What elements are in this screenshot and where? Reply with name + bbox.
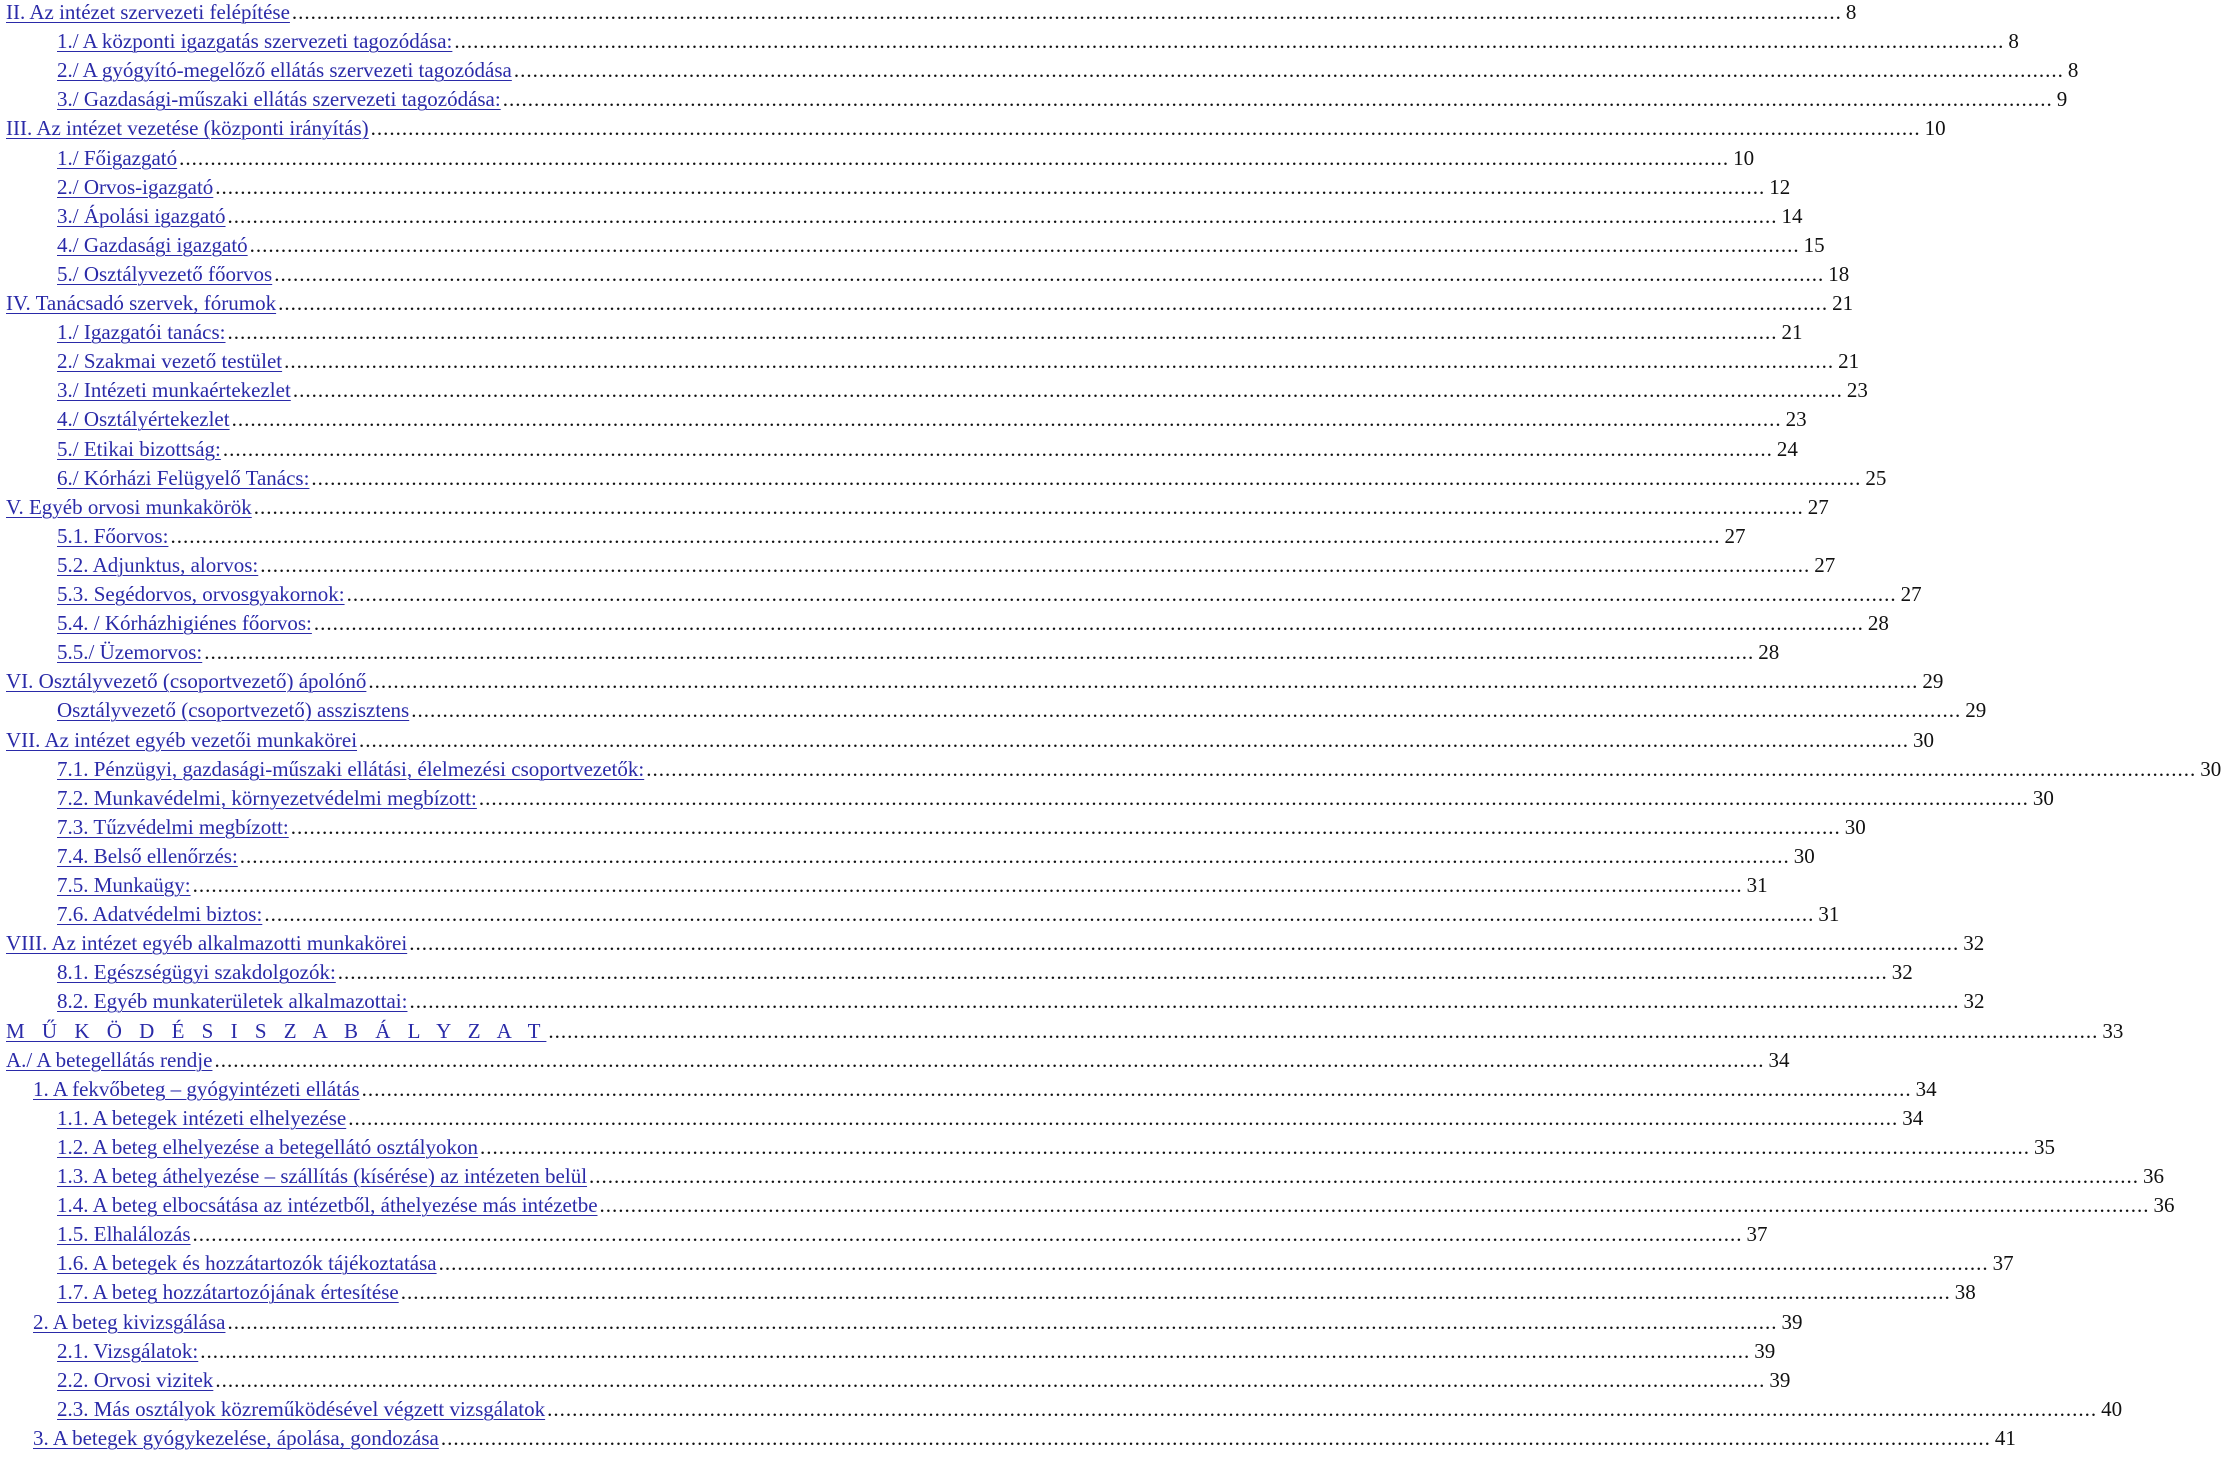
dot-leader — [278, 289, 1828, 318]
toc-entry-title-link[interactable]: 2.2. Orvosi vizitek — [57, 1367, 214, 1392]
toc-entry[interactable] — [0, 755, 2222, 784]
toc-entry-page-number: 8 — [2008, 29, 2019, 54]
dot-leader — [193, 1220, 1743, 1249]
toc-entry[interactable] — [0, 1046, 1790, 1075]
dot-leader — [480, 1133, 2030, 1162]
dot-leader — [215, 173, 1765, 202]
toc-entry-title-link[interactable]: 5.4. / Kórházhigiénes főorvos: — [57, 611, 312, 636]
toc-entry-title-link[interactable]: 3./ Ápolási igazgató — [57, 203, 226, 228]
toc-entry-title-link[interactable]: VII. Az intézet egyéb vezetői munkakörei — [6, 727, 358, 752]
toc-entry-page-number: 14 — [1781, 203, 1803, 228]
toc-entry[interactable] — [0, 1133, 2056, 1162]
toc-entry-title-link[interactable]: Osztályvezető (csoportvezető) asszisztens — [57, 698, 410, 723]
toc-entry[interactable] — [0, 1191, 2175, 1220]
toc-entry-title-link[interactable]: 4./ Osztályértekezlet — [57, 407, 230, 432]
dot-leader — [362, 1075, 1912, 1104]
dot-leader — [454, 27, 2004, 56]
toc-entry-title-link[interactable]: 2. A beteg kivizsgálása — [33, 1309, 226, 1334]
dot-leader — [215, 1366, 1765, 1395]
toc-entry[interactable] — [0, 1395, 2123, 1424]
toc-entry-title-link[interactable]: 2.1. Vizsgálatok: — [57, 1338, 199, 1363]
toc-entry-title-link[interactable]: 7.6. Adatvédelmi biztos: — [57, 902, 263, 927]
toc-entry[interactable] — [0, 1366, 1791, 1395]
toc-entry-page-number: 36 — [2153, 1193, 2175, 1218]
toc-entry[interactable] — [0, 144, 1755, 173]
toc-entry-title-link[interactable]: 4./ Gazdasági igazgató — [57, 232, 248, 257]
toc-entry-title-link[interactable]: 7.5. Munkaügy: — [57, 873, 191, 897]
toc-entry-title-link[interactable]: 3. A betegek gyógykezelése, ápolása, gondozása — [33, 1425, 439, 1450]
toc-entry-page-number: 21 — [1838, 349, 1860, 374]
toc-entry[interactable] — [0, 347, 1860, 376]
dot-leader — [254, 493, 1804, 522]
toc-entry-page-number: 27 — [1807, 494, 1829, 519]
toc-entry-page-number: 23 — [1785, 407, 1807, 432]
toc-entry-title-link[interactable]: 2./ A gyógyító-megelőző ellátás szervezeti tagozódása — [57, 58, 512, 83]
dot-leader — [311, 464, 1861, 493]
dot-leader — [314, 609, 1864, 638]
toc-entry-title-link[interactable]: 1./ A központi igazgatás szervezeti tagozódása: — [57, 29, 453, 54]
toc-entry-title-link[interactable]: A./ A betegellátás rendje — [6, 1047, 213, 1072]
dot-leader — [547, 1395, 2097, 1424]
toc-entry[interactable] — [0, 726, 1935, 755]
dot-leader — [347, 580, 1897, 609]
toc-entry-page-number: 30 — [2200, 756, 2222, 781]
dot-leader — [441, 1424, 1991, 1453]
toc-entry[interactable] — [0, 1278, 1976, 1307]
dot-leader — [193, 871, 1743, 900]
toc-entry[interactable] — [0, 289, 1854, 318]
toc-entry[interactable] — [0, 667, 1944, 696]
toc-entry-title-link[interactable]: 7.4. Belső ellenőrzés: — [57, 843, 238, 868]
toc-entry-title-link[interactable]: 7.1. Pénzügyi, gazdasági-műszaki ellátási, élelmezési csoportvezetők: — [57, 756, 645, 781]
toc-entry-page-number: 21 — [1832, 291, 1854, 315]
toc-entry-page-number: 31 — [1818, 902, 1840, 927]
toc-entry[interactable] — [0, 1104, 1924, 1133]
toc-entry[interactable] — [0, 27, 2019, 56]
toc-entry-page-number: 31 — [1746, 873, 1768, 897]
toc-entry-title-link[interactable]: 1.2. A beteg elhelyezése a betegellátó osztályokon — [57, 1134, 479, 1159]
dot-leader — [170, 522, 1720, 551]
toc-entry-page-number: 15 — [1803, 232, 1825, 257]
dot-leader — [401, 1278, 1951, 1307]
toc-entry-title-link[interactable]: 3./ Intézeti munkaértekezlet — [57, 378, 291, 403]
toc-entry[interactable] — [0, 464, 1887, 493]
toc-entry-title-link[interactable]: 7.2. Munkavédelmi, környezetvédelmi megbízott: — [57, 785, 477, 810]
toc-entry-title-link[interactable]: 1.1. A betegek intézeti elhelyezése — [57, 1105, 347, 1130]
toc-entry-title-link[interactable]: 5./ Etikai bizottság: — [57, 436, 221, 461]
toc-entry-title-link[interactable]: 2.3. Más osztályok közreműködésével végzett vizsgálatok — [57, 1396, 546, 1421]
toc-entry[interactable] — [0, 609, 1889, 638]
dot-leader — [411, 696, 1961, 725]
toc-entry-page-number: 29 — [1922, 669, 1944, 694]
toc-entry-page-number: 8 — [1845, 0, 1857, 24]
toc-entry-page-number: 33 — [2102, 1018, 2124, 1043]
toc-entry[interactable] — [0, 1337, 1776, 1366]
dot-leader — [514, 56, 2064, 85]
toc-entry-page-number: 27 — [1900, 582, 1922, 606]
toc-entry[interactable] — [0, 376, 1868, 405]
toc-entry-page-number: 30 — [2032, 785, 2054, 810]
dot-leader — [228, 202, 1778, 231]
dot-leader — [409, 929, 1959, 958]
dot-leader — [371, 114, 1921, 143]
toc-entry-page-number: 39 — [1769, 1367, 1791, 1392]
toc-entry-page-number: 34 — [1768, 1047, 1790, 1072]
toc-entry-title-link[interactable]: 5.2. Adjunktus, alorvos: — [57, 552, 259, 577]
dot-leader — [228, 318, 1778, 347]
toc-entry[interactable] — [0, 1220, 1768, 1249]
dot-leader — [600, 1191, 2150, 1220]
toc-entry-page-number: 12 — [1769, 174, 1791, 199]
dot-leader — [439, 1249, 1989, 1278]
toc-entry-page-number: 34 — [1915, 1076, 1937, 1101]
toc-entry[interactable] — [0, 405, 1807, 434]
toc-entry-page-number: 9 — [2056, 87, 2068, 112]
toc-entry-page-number: 10 — [1733, 145, 1755, 170]
toc-entry[interactable] — [0, 900, 1840, 929]
toc-entry-title-link[interactable]: 1./ Igazgatói tanács: — [57, 320, 226, 345]
toc-entry-page-number: 32 — [1891, 960, 1913, 985]
toc-entry[interactable] — [0, 1308, 1803, 1337]
toc-entry-page-number: 27 — [1814, 552, 1836, 577]
dot-leader — [214, 1046, 1764, 1075]
toc-entry[interactable] — [0, 580, 1922, 609]
toc-entry-page-number: 24 — [1776, 436, 1798, 461]
toc-entry[interactable] — [0, 318, 1803, 347]
toc-entry-title-link[interactable]: 5./ Osztályvezető főorvos — [57, 261, 273, 286]
toc-entry[interactable] — [0, 1075, 1937, 1104]
dot-leader — [232, 405, 1782, 434]
toc-entry-title-link[interactable]: 7.3. Tűzvédelmi megbízott: — [57, 814, 289, 839]
toc-entry-page-number: 30 — [1793, 843, 1815, 868]
dot-leader — [646, 755, 2196, 784]
toc-entry[interactable] — [0, 958, 1913, 987]
dot-leader — [274, 260, 1824, 289]
toc-entry-title-link[interactable]: 2./ Szakmai vezető testület — [57, 349, 283, 374]
toc-entry-title-link[interactable]: 5.1. Főorvos: — [57, 523, 169, 548]
toc-entry-title-link[interactable]: V. Egyéb orvosi munkakörök — [6, 494, 252, 519]
toc-entry[interactable] — [0, 1162, 2165, 1191]
toc-entry-page-number: 29 — [1965, 698, 1987, 723]
dot-leader — [227, 1308, 1777, 1337]
toc-entry-page-number: 27 — [1724, 523, 1746, 548]
toc-entry-title-link[interactable]: 1.5. Elhalálozás — [57, 1222, 191, 1247]
dot-leader — [293, 376, 1843, 405]
toc-entry-page-number: 32 — [1963, 989, 1985, 1014]
toc-entry-title-link[interactable]: 2./ Orvos-igazgató — [57, 174, 214, 199]
dot-leader — [348, 1104, 1898, 1133]
toc-entry[interactable] — [0, 638, 1780, 667]
dot-leader — [264, 900, 1814, 929]
toc-entry[interactable] — [0, 1249, 2014, 1278]
toc-entry-title-link[interactable]: 6./ Kórházi Felügyelő Tanács: — [57, 465, 310, 490]
toc-entry-page-number: 41 — [1994, 1425, 2016, 1450]
toc-entry[interactable] — [0, 784, 2054, 813]
toc-entry-title-link[interactable]: M Ű K Ö D É S I S Z A B Á L Y Z A T — [6, 1018, 547, 1043]
toc-entry-page-number: 32 — [1963, 931, 1985, 956]
toc-entry-page-number: 10 — [1924, 116, 1946, 141]
toc-entry-page-number: 40 — [2101, 1396, 2123, 1421]
dot-leader — [179, 144, 1729, 173]
toc-entry-page-number: 28 — [1758, 640, 1780, 665]
dot-leader — [338, 958, 1888, 987]
toc-entry-title-link[interactable]: 1.6. A betegek és hozzátartozók tájékoztatása — [57, 1251, 437, 1276]
toc-entry-page-number: 37 — [1746, 1222, 1768, 1247]
toc-entry-page-number: 37 — [1992, 1251, 2014, 1276]
dot-leader — [284, 347, 1834, 376]
toc-entry[interactable] — [0, 1017, 2124, 1046]
toc-entry-title-link[interactable]: 5.5./ Üzemorvos: — [57, 640, 203, 665]
toc-entry-page-number: 23 — [1846, 378, 1868, 403]
toc-entry[interactable] — [0, 551, 1836, 580]
toc-entry-title-link[interactable]: 1.7. A beteg hozzátartozójának értesítése — [57, 1280, 399, 1305]
toc-entry-page-number: 35 — [2034, 1134, 2056, 1159]
dot-leader — [291, 813, 1841, 842]
toc-entry-page-number: 36 — [2143, 1164, 2165, 1188]
toc-entry-page-number: 28 — [1867, 611, 1889, 636]
toc-entry-title-link[interactable]: 3./ Gazdasági-műszaki ellátás szervezeti tagozódása: — [57, 87, 501, 112]
dot-leader — [548, 1017, 2098, 1046]
toc-entry-page-number: 38 — [1954, 1280, 1976, 1305]
toc-entry-title-link[interactable]: 8.1. Egészségügyi szakdolgozók: — [57, 960, 336, 985]
toc-entry[interactable] — [0, 435, 1798, 464]
toc-entry[interactable] — [0, 522, 1746, 551]
toc-entry[interactable] — [0, 493, 1829, 522]
toc-entry[interactable] — [0, 1424, 2016, 1453]
toc-entry-title-link[interactable]: 1./ Főigazgató — [57, 145, 178, 170]
toc-entry-title-link[interactable]: 1. A fekvőbeteg – gyógyintézeti ellátás — [33, 1076, 360, 1101]
toc-entry-page-number: 25 — [1865, 465, 1887, 490]
toc-entry-title-link[interactable]: 8.2. Egyéb munkaterületek alkalmazottai: — [57, 989, 408, 1014]
toc-entry-page-number: 39 — [1781, 1309, 1803, 1334]
dot-leader — [409, 987, 1959, 1016]
toc-entry-page-number: 18 — [1828, 261, 1850, 286]
toc-entry[interactable] — [0, 231, 1825, 260]
toc-entry[interactable] — [0, 56, 2079, 85]
toc-entry[interactable] — [0, 260, 1850, 289]
toc-entry-page-number: 21 — [1781, 320, 1803, 345]
toc-entry-title-link[interactable]: 1.3. A beteg áthelyezése – szállítás (kísérése) az intézeten belül — [57, 1164, 588, 1188]
toc-entry[interactable] — [0, 173, 1791, 202]
toc-entry[interactable] — [0, 813, 1866, 842]
toc-entry-title-link[interactable]: III. Az intézet vezetése (központi irányítás) — [6, 116, 369, 141]
dot-leader — [240, 842, 1790, 871]
dot-leader — [589, 1162, 2139, 1191]
toc-entry[interactable] — [0, 987, 1985, 1016]
dot-leader — [200, 1337, 1750, 1366]
dot-leader — [368, 667, 1918, 696]
dot-leader — [479, 784, 2029, 813]
toc-entry[interactable] — [0, 871, 1768, 900]
toc-entry[interactable] — [0, 202, 1803, 231]
dot-leader — [260, 551, 1810, 580]
toc-entry[interactable] — [0, 842, 1815, 871]
dot-leader — [359, 726, 1909, 755]
dot-leader — [223, 435, 1773, 464]
toc-entry[interactable] — [0, 929, 1985, 958]
toc-entry-page-number: 30 — [1844, 814, 1866, 839]
toc-entry-title-link[interactable]: II. Az intézet szervezeti felépítése — [6, 0, 290, 24]
toc-entry-page-number: 39 — [1754, 1338, 1776, 1363]
toc-entry-page-number: 34 — [1902, 1105, 1924, 1130]
toc-entry[interactable] — [0, 85, 2068, 114]
toc-entry[interactable] — [0, 0, 1857, 27]
toc-entry-page-number: 8 — [2067, 58, 2079, 83]
dot-leader — [250, 231, 1800, 260]
toc-entry-page-number: 30 — [1913, 727, 1935, 752]
toc-entry-title-link[interactable]: VI. Osztályvezető (csoportvezető) ápolónő — [6, 669, 367, 694]
toc-entry-title-link[interactable]: VIII. Az intézet egyéb alkalmazotti munkakörei — [6, 931, 408, 956]
toc-entry-title-link[interactable]: 5.3. Segédorvos, orvosgyakornok: — [57, 582, 345, 606]
dot-leader — [204, 638, 1754, 667]
dot-leader — [503, 85, 2053, 114]
toc-entry-title-link[interactable]: 1.4. A beteg elbocsátása az intézetből, áthelyezése más intézetbe — [57, 1193, 598, 1218]
toc-entry[interactable] — [0, 696, 1987, 725]
dot-leader — [292, 0, 1842, 27]
toc-entry-title-link[interactable]: IV. Tanácsadó szervek, fórumok — [6, 291, 277, 315]
toc-entry[interactable] — [0, 114, 1946, 143]
